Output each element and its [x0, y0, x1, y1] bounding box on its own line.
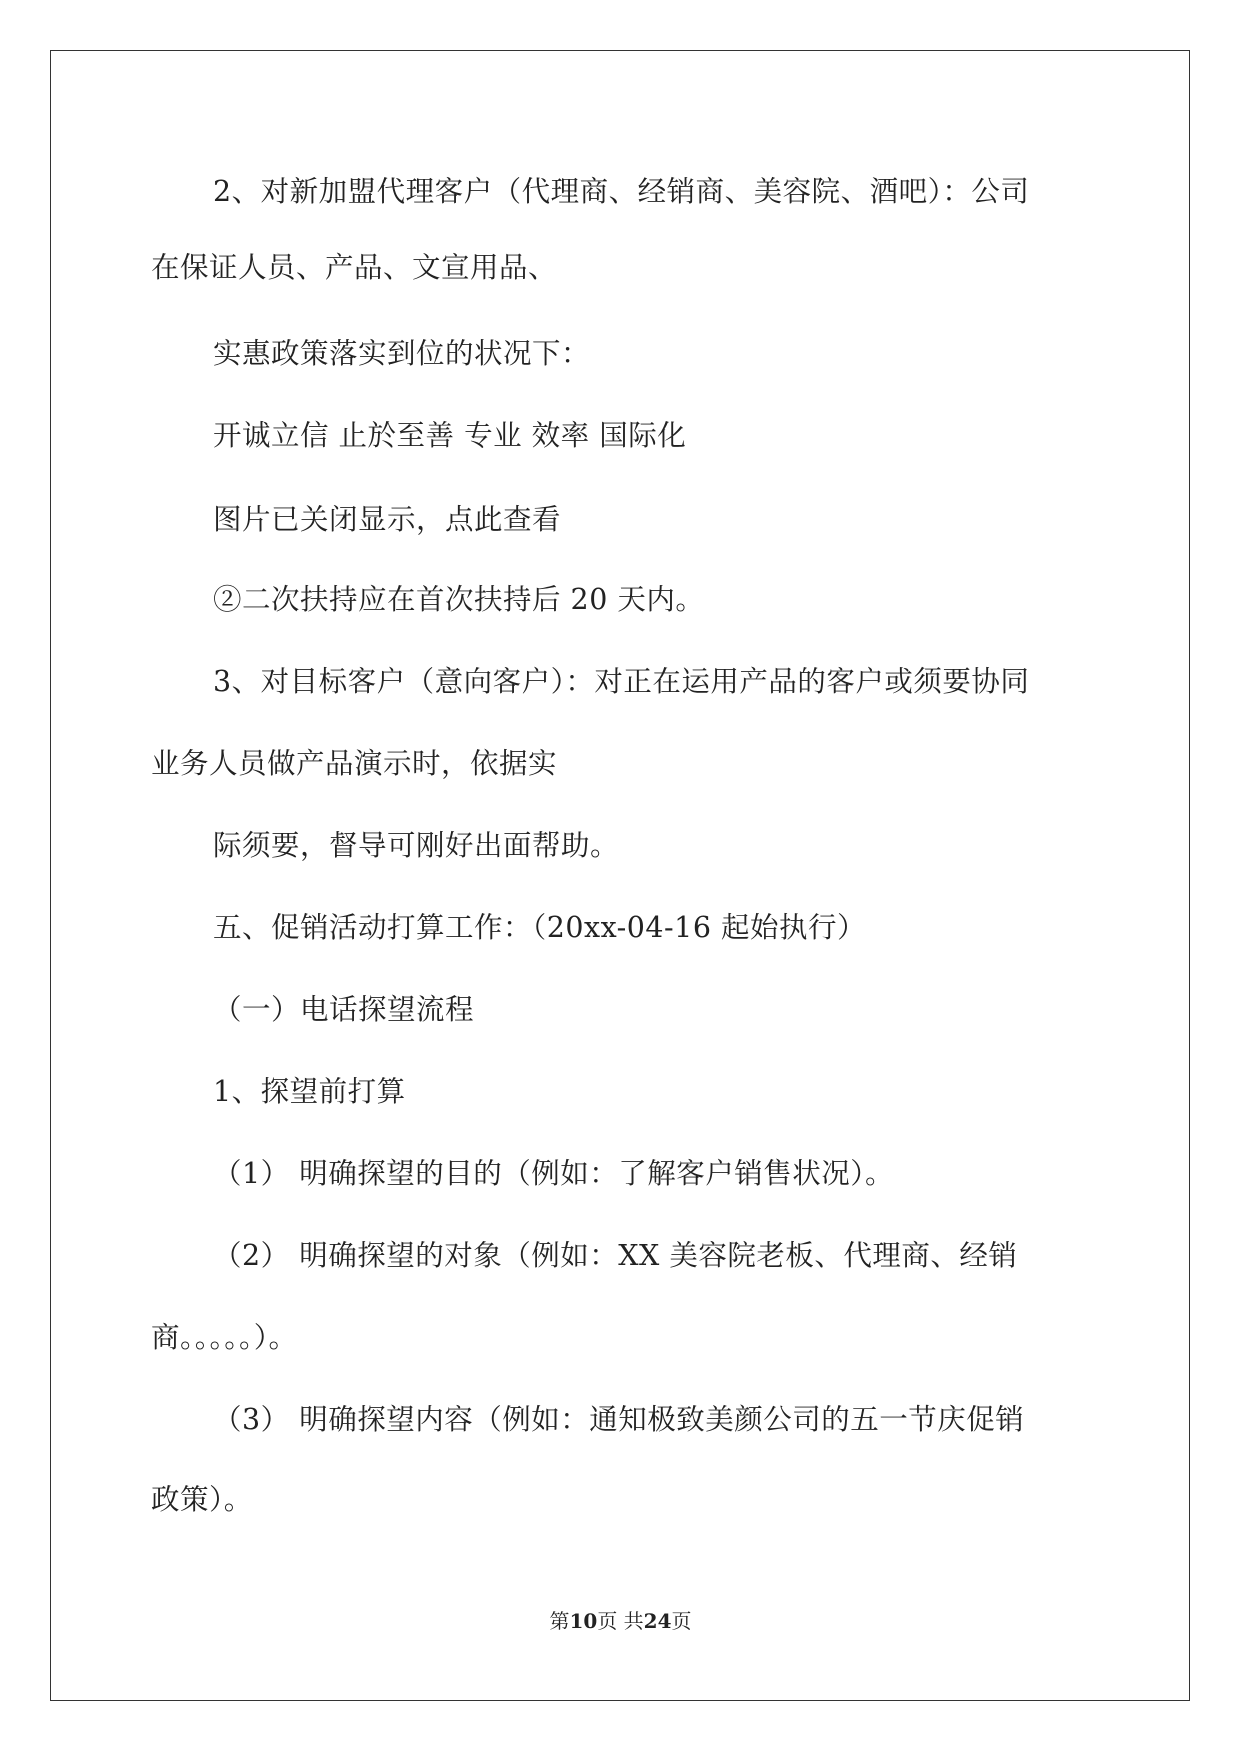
paragraph-line: 业务人员做产品演示时，依据实: [151, 747, 558, 780]
subsection-heading: （一）电话探望流程: [213, 993, 475, 1026]
paragraph-line: 实惠政策落实到位的状况下：: [213, 337, 591, 370]
list-item: （3） 明确探望内容（例如：通知极致美颜公司的五一节庆促销: [213, 1403, 1025, 1436]
total-page-number: 24: [643, 1609, 672, 1633]
list-item-continuation: 商。。。。。）。: [151, 1321, 298, 1354]
paragraph-line: 际须要，督导可刚好出面帮助。: [213, 829, 620, 862]
list-item: （1） 明确探望的目的（例如：了解客户销售状况）。: [213, 1157, 894, 1190]
list-item: （2） 明确探望的对象（例如：XX 美容院老板、代理商、经销: [213, 1239, 1018, 1272]
list-item-continuation: 政策）。: [151, 1483, 253, 1516]
paragraph-line: 开诚立信 止於至善 专业 效率 国际化: [213, 419, 687, 452]
paragraph-line: ②二次扶持应在首次扶持后 20 天内。: [213, 583, 705, 616]
footer-suffix: 页: [671, 1609, 692, 1633]
page-border: [50, 50, 1190, 1701]
current-page-number: 10: [569, 1609, 598, 1633]
footer-prefix: 第: [549, 1609, 570, 1633]
footer-middle: 页 共: [597, 1609, 644, 1633]
step-heading: 1、探望前打算: [213, 1075, 406, 1108]
page-footer: [0, 1608, 1241, 1634]
paragraph-line: 2、对新加盟代理客户（代理商、经销商、美容院、酒吧）：公司: [213, 175, 1030, 208]
image-placeholder-link[interactable]: 图片已关闭显示，点此查看: [213, 503, 562, 536]
paragraph-line: 在保证人员、产品、文宣用品、: [151, 251, 558, 284]
section-heading: 五、促销活动打算工作：（20xx-04-16 起始执行）: [213, 911, 867, 944]
paragraph-line: 3、对目标客户（意向客户）：对正在运用产品的客户或须要协同: [213, 665, 1030, 698]
